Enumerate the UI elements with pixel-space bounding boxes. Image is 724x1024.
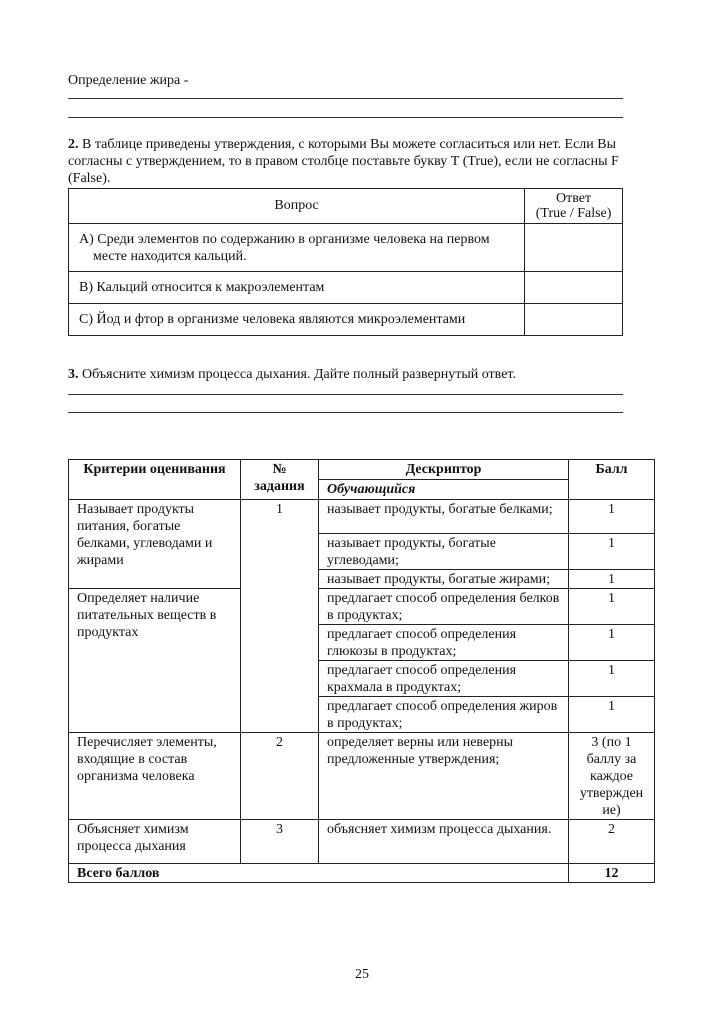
rubric-header-descriptor: Дескриптор xyxy=(319,460,569,480)
statement-a-text: А) Среди элементов по содержанию в организме человека на первом месте находится кальций. xyxy=(79,231,490,264)
descriptor-3: называет продукты, богатые жирами; xyxy=(319,570,569,589)
rubric-header-student: Обучающийся xyxy=(319,480,569,500)
assessment-rubric-table xyxy=(68,459,655,883)
answer-cell-a[interactable] xyxy=(525,224,623,272)
descriptor-2: называет продукты, богатые углеводами; xyxy=(319,534,569,570)
criterion-1: Называет продукты питания, богатые белками, углеводами и жирами xyxy=(69,500,241,589)
score-9: 2 xyxy=(569,820,655,864)
score-1: 1 xyxy=(569,500,655,534)
answer-line xyxy=(68,394,623,395)
question-2 xyxy=(68,136,626,187)
task-number-1: 1 xyxy=(241,500,319,733)
statement-c: С) Йод и фтор в организме человека являются микроэлементами xyxy=(69,304,525,336)
answer-cell-b[interactable] xyxy=(525,272,623,304)
descriptor-5: предлагает способ определения глюкозы в продуктах; xyxy=(319,625,569,661)
answer-cell-c[interactable] xyxy=(525,304,623,336)
question-3-number: 3. xyxy=(68,367,79,382)
question-2-text: В таблице приведены утверждения, с которыми Вы можете согласиться или нет. Если Вы согласны с утверждением, то в правом столбце поставьте букву Т (True), если не согласны F (False). xyxy=(68,137,619,186)
descriptor-1: называет продукты, богатые белками; xyxy=(319,500,569,534)
header-question: Вопрос xyxy=(69,189,525,224)
answer-line xyxy=(68,117,623,118)
task-number-3: 3 xyxy=(241,820,319,864)
total-label: Всего баллов xyxy=(69,864,569,883)
score-3: 1 xyxy=(569,570,655,589)
answer-line xyxy=(68,98,623,99)
header-answer-line1: Ответ xyxy=(556,191,592,206)
descriptor-9: объясняет химизм процесса дыхания. xyxy=(319,820,569,864)
score-2: 1 xyxy=(569,534,655,570)
score-5: 1 xyxy=(569,625,655,661)
total-value: 12 xyxy=(569,864,655,883)
score-4: 1 xyxy=(569,589,655,625)
rubric-header-task: № задания xyxy=(241,460,319,500)
criterion-4: Объясняет химизм процесса дыхания xyxy=(69,820,241,864)
answer-line xyxy=(68,412,623,413)
header-answer xyxy=(525,189,623,224)
fat-definition-label: Определение жира - xyxy=(68,73,189,88)
rubric-header-criteria: Критерии оценивания xyxy=(69,460,241,500)
statement-b: В) Кальций относится к макроэлементам xyxy=(69,272,525,304)
page-number: 25 xyxy=(355,967,369,982)
question-3 xyxy=(68,366,626,383)
score-7: 1 xyxy=(569,697,655,733)
descriptor-6: предлагает способ определения крахмала в продуктах; xyxy=(319,661,569,697)
task-number-2: 2 xyxy=(241,733,319,820)
score-8: 3 (по 1 баллу за каждое утвержден ие) xyxy=(569,733,655,820)
descriptor-8: определяет верны или неверны предложенные утверждения; xyxy=(319,733,569,820)
question-3-text: Объясните химизм процесса дыхания. Дайте полный развернутый ответ. xyxy=(82,367,516,382)
header-answer-line2: (True / False) xyxy=(535,206,612,221)
true-false-table xyxy=(68,188,623,336)
rubric-header-score: Балл xyxy=(569,460,655,500)
criterion-3: Перечисляет элементы, входящие в состав организма человека xyxy=(69,733,241,820)
descriptor-4: предлагает способ определения белков в продуктах; xyxy=(319,589,569,625)
question-2-number: 2. xyxy=(68,137,79,152)
criterion-2: Определяет наличие питательных веществ в продуктах xyxy=(69,589,241,733)
statement-a xyxy=(69,224,525,272)
score-6: 1 xyxy=(569,661,655,697)
descriptor-7: предлагает способ определения жиров в продуктах; xyxy=(319,697,569,733)
